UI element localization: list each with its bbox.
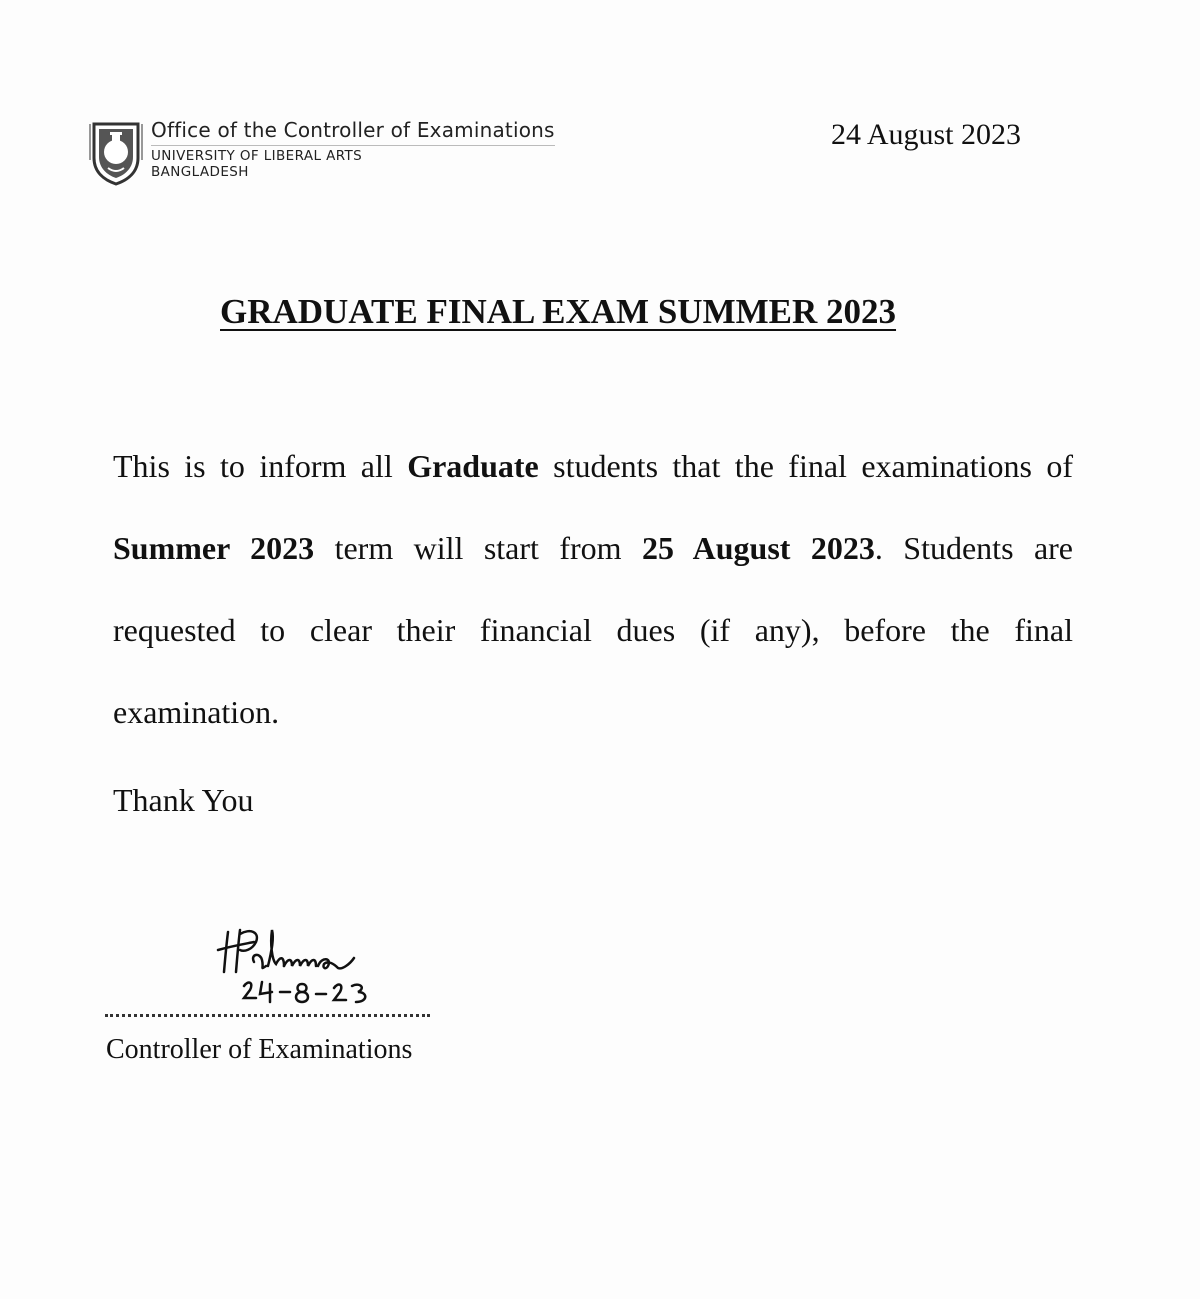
university-name: UNIVERSITY OF LIBERAL ARTS <box>151 148 363 164</box>
notice-date: 24 August 2023 <box>831 118 1022 151</box>
handwritten-signature <box>210 920 400 1015</box>
country-name: BANGLADESH <box>151 164 249 180</box>
body-bold-start-date: 25 August 2023 <box>641 530 875 566</box>
signature-dotted-line <box>105 1010 430 1017</box>
body-text-4: . Students are requested to clear their financial dues (if any), before the final examination. <box>113 530 1074 730</box>
notice-title: GRADUATE FINAL EXAM SUMMER 2023 <box>220 292 897 331</box>
letterhead <box>88 118 608 190</box>
body-text-2: students that the final examinations of <box>538 448 1074 484</box>
body-bold-graduate: Graduate <box>407 448 539 484</box>
closing-line: Thank You <box>113 782 254 818</box>
letterhead-text <box>151 118 555 180</box>
signatory-title: Controller of Examinations <box>106 1034 413 1065</box>
notice-body <box>113 425 1073 753</box>
office-name: Office of the Controller of Examinations <box>151 118 555 146</box>
body-bold-term: Summer 2023 <box>113 530 315 566</box>
body-text-3: term will start from <box>314 530 642 566</box>
body-text-1: This is to inform all <box>113 448 408 484</box>
university-seal-icon <box>88 120 144 186</box>
